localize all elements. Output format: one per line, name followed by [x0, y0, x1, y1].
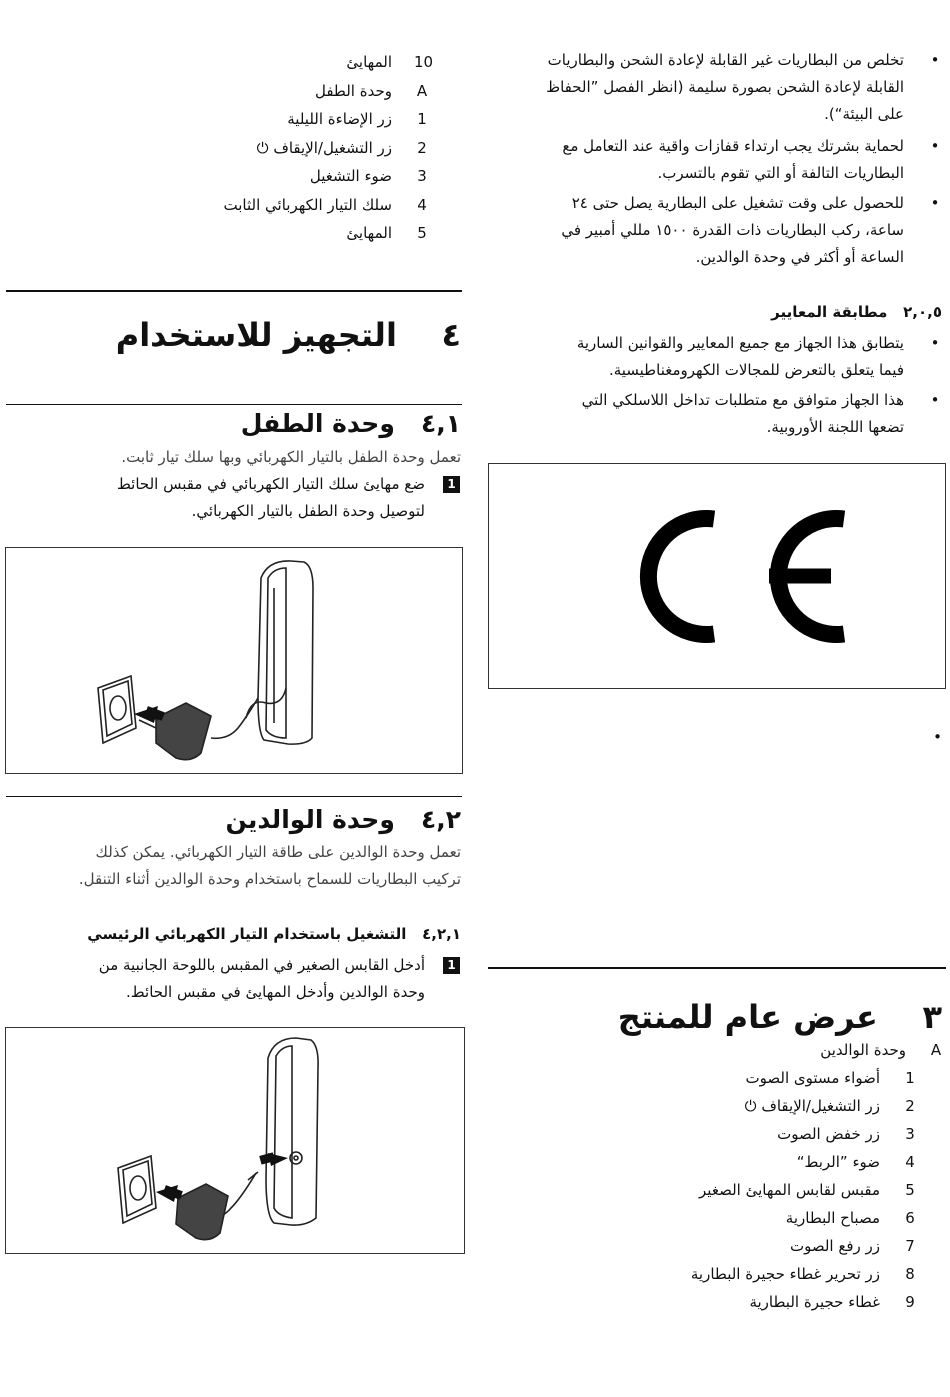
list-item	[10, 77, 430, 105]
item-label	[797, 1148, 880, 1176]
section-number: ٤	[441, 316, 461, 354]
item-label	[315, 77, 392, 105]
baby-unit-heading	[241, 409, 461, 438]
text-line: فيما يتعلق بالتعرض للمجالات الكهرومغناطيسية.	[608, 361, 904, 379]
item-number: 4	[417, 195, 427, 214]
item-label	[224, 191, 392, 219]
item-label-text: أضواء مستوى الصوت	[745, 1069, 880, 1087]
list-item	[498, 1064, 918, 1092]
text-line: يتطابق هذا الجهاز مع جميع المعايير والقوانين السارية	[576, 334, 904, 352]
text-line: وحدة الوالدين وأدخل المهايئ في مقبس الحائط.	[126, 983, 425, 1001]
parent-unit-intro	[79, 839, 461, 893]
overview-heading	[618, 998, 942, 1036]
item-label	[786, 1204, 880, 1232]
list-item	[10, 134, 430, 162]
section-number: ٣	[922, 998, 942, 1036]
text-line: على البيئة“).	[824, 105, 904, 123]
item-label-text: المهايئ	[346, 53, 392, 71]
section-number: ٤,٢	[420, 805, 461, 834]
item-label	[346, 219, 392, 247]
item-label	[699, 1176, 880, 1204]
section-title: مطابقة المعايير	[771, 303, 888, 321]
text-line: لتوصيل وحدة الطفل بالتيار الكهربائي.	[191, 502, 425, 520]
bullet-dot: •	[930, 391, 940, 409]
item-number: 5	[417, 224, 427, 242]
list-item	[498, 1120, 918, 1148]
item-label-text: وحدة الطفل	[314, 81, 392, 100]
radio-interference-bullet	[482, 387, 942, 441]
item-number: 3	[417, 167, 427, 185]
text-line: أدخل القابس الصغير في المقبس باللوحة الجانبية من	[98, 956, 425, 974]
item-number: 6	[905, 1209, 915, 1227]
baby-unit-drawing	[6, 548, 462, 773]
parent-unit-heading	[225, 805, 461, 834]
item-number: 4	[905, 1153, 915, 1171]
text-line: تضعها اللجنة الأوروبية.	[766, 418, 904, 436]
list-item	[498, 1288, 918, 1316]
item-label	[346, 48, 392, 76]
item-label-text: زر تحرير غطاء حجيرة البطارية	[690, 1265, 880, 1283]
text-line: تعمل وحدة الوالدين على طاقة التيار الكهربائي. يمكن كذلك	[95, 843, 461, 861]
item-number: 10	[414, 53, 434, 71]
power-icon: ⏻	[256, 138, 269, 157]
list-item	[10, 191, 430, 219]
text-line: القابلة لإعادة الشحن بصورة سليمة (انظر الفصل ”الحفاظ	[546, 78, 904, 96]
power-icon: ⏻	[744, 1097, 757, 1115]
section-number: ٤,٢,١	[422, 925, 461, 943]
baby-unit-plug-illustration	[5, 547, 463, 774]
bullet-dot: •	[930, 194, 940, 212]
list-item	[498, 1260, 918, 1288]
bullet-dot: •	[930, 137, 940, 155]
section-number: ٢,٠,٥	[903, 303, 942, 321]
section-title: التشغيل باستخدام التيار الكهربائي الرئيسي	[87, 925, 407, 943]
list-item	[10, 219, 430, 247]
item-number: A	[416, 81, 428, 100]
section-title: التجهيز للاستخدام	[115, 316, 397, 354]
item-label	[746, 1064, 880, 1092]
item-label	[777, 1120, 880, 1148]
text-line: البطاريات التالفة أو التي تقوم بالتسرب.	[657, 164, 904, 182]
item-number: 8	[905, 1265, 915, 1283]
section-title: عرض عام للمنتج	[617, 998, 878, 1036]
battery-disposal-bullet	[482, 47, 942, 128]
section-number: ٤,١	[420, 409, 461, 438]
lone-bullet: •	[933, 728, 942, 746]
step-number-badge: 1	[443, 957, 460, 974]
subsection-rule	[6, 404, 462, 405]
ce-mark-box	[488, 463, 946, 689]
section-rule	[6, 290, 462, 292]
item-label-text: ضوء التشغيل	[309, 167, 392, 185]
list-item	[10, 48, 434, 76]
item-label-text: غطاء حجيرة البطارية	[749, 1293, 880, 1311]
baby-unit-intro: تعمل وحدة الطفل بالتيار الكهربائي وبها سلك تيار ثابت.	[121, 448, 461, 466]
parent-unit-step	[99, 952, 425, 1006]
item-number: 1	[905, 1069, 915, 1087]
bullet-dot: •	[930, 51, 940, 69]
item-label	[287, 105, 392, 133]
standards-heading	[771, 303, 942, 321]
item-number: 2	[417, 138, 427, 157]
item-label	[749, 1288, 880, 1316]
section-rule	[488, 967, 946, 969]
setup-heading	[116, 316, 461, 354]
bullet-dot: •	[930, 334, 940, 352]
text-line: ساعة، ركب البطاريات ذات القدرة ١٥٠٠ مللي أمبير في	[561, 221, 904, 239]
parent-unit-plug-illustration	[5, 1027, 465, 1254]
gloves-bullet	[482, 133, 942, 187]
text-line: هذا الجهاز متوافق مع متطلبات تداخل اللاسلكي التي	[581, 391, 904, 409]
list-item	[498, 1176, 918, 1204]
item-label-text: زر رفع الصوت	[789, 1237, 880, 1255]
group-letter: A	[930, 1041, 942, 1059]
battery-runtime-bullet	[482, 190, 942, 271]
item-label	[790, 1232, 880, 1260]
step-number-badge: 1	[443, 476, 460, 493]
item-number: 3	[905, 1125, 915, 1143]
item-label-text: مصباح البطارية	[785, 1209, 880, 1227]
parent-unit-drawing	[6, 1028, 464, 1253]
text-line: للحصول على وقت تشغيل على البطارية يصل حتى ٢٤	[571, 194, 904, 212]
item-label-text: زر التشغيل/الإيقاف	[273, 138, 392, 157]
section-title: وحدة الطفل	[240, 409, 395, 438]
ce-logo	[489, 464, 945, 688]
item-label-text: مقبس لقابس المهايئ الصغير	[699, 1181, 880, 1199]
item-label-text: زر التشغيل/الإيقاف	[761, 1097, 880, 1115]
item-label-text: ضوء ”الربط“	[796, 1153, 880, 1171]
item-label	[691, 1260, 880, 1288]
mains-power-heading	[87, 925, 461, 943]
list-item	[498, 1204, 918, 1232]
item-label-text: سلك التيار الكهربائي الثابت	[223, 195, 392, 214]
list-item	[10, 105, 430, 133]
text-line: ضع مهايئ سلك التيار الكهربائي في مقبس الحائط	[116, 475, 425, 493]
item-label-text: المهايئ	[346, 224, 392, 242]
list-item	[498, 1232, 918, 1260]
item-label	[257, 134, 392, 162]
section-title: وحدة الوالدين	[225, 805, 395, 834]
subsection-rule	[6, 796, 462, 797]
item-number: 1	[417, 110, 427, 128]
item-label-text: زر خفض الصوت	[777, 1125, 880, 1143]
item-label-text: زر الإضاءة الليلية	[287, 110, 392, 128]
item-number: 2	[905, 1097, 915, 1115]
item-label	[745, 1092, 880, 1120]
list-item	[498, 1092, 918, 1120]
baby-unit-step	[117, 471, 425, 525]
emf-standards-bullet	[482, 330, 942, 384]
item-number: 5	[905, 1181, 915, 1199]
group-label: وحدة الوالدين	[820, 1041, 906, 1059]
text-line: الساعة أو أكثر في وحدة الوالدين.	[695, 248, 904, 266]
overview-group-label	[484, 1036, 944, 1064]
item-label	[310, 162, 392, 190]
text-line: لحماية بشرتك يجب ارتداء قفازات واقية عند التعامل مع	[562, 137, 904, 155]
item-number: 9	[905, 1293, 915, 1311]
list-item	[10, 162, 430, 190]
text-line: تخلص من البطاريات غير القابلة لإعادة الشحن والبطاريات	[547, 51, 904, 69]
text-line: تركيب البطاريات للسماح باستخدام وحدة الوالدين أثناء التنقل.	[78, 870, 461, 888]
item-number: 7	[905, 1237, 915, 1255]
list-item	[498, 1148, 918, 1176]
